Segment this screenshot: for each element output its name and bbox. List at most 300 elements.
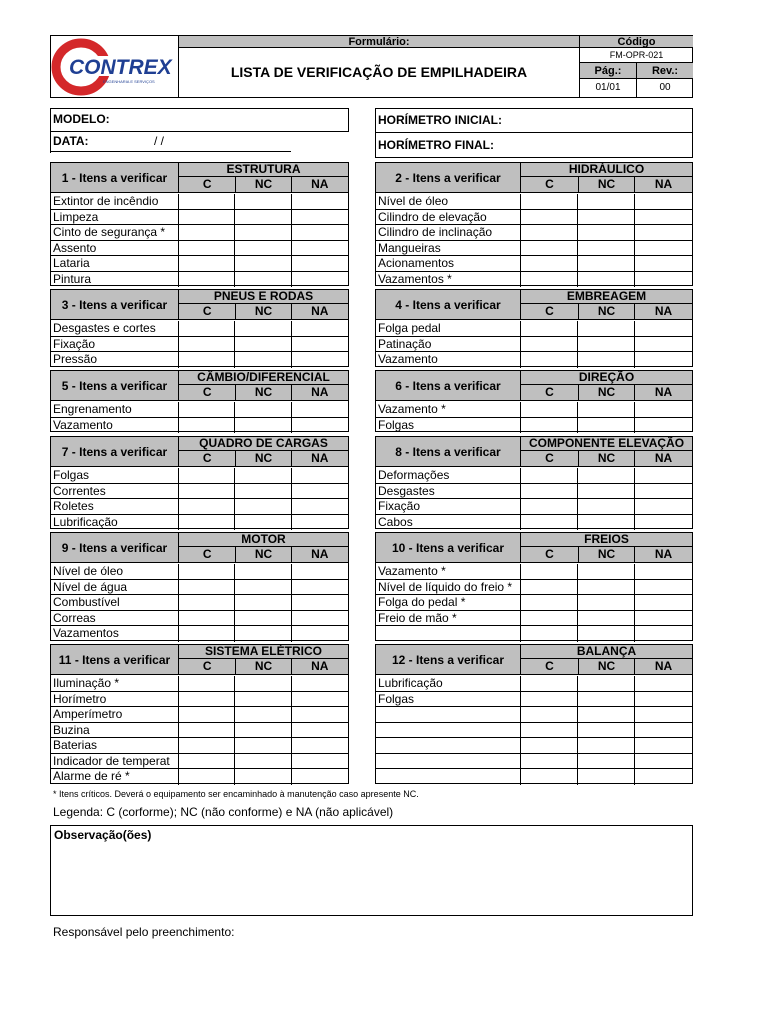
check-cell-na[interactable] <box>292 564 348 580</box>
check-cell-na[interactable] <box>292 707 348 723</box>
checklist-item: Deformações <box>376 468 521 484</box>
check-cell-c[interactable] <box>521 484 578 500</box>
check-cell-na[interactable] <box>635 484 692 500</box>
check-cell-na[interactable] <box>635 321 692 337</box>
rev-label: Rev.: <box>637 63 693 79</box>
check-cell-c[interactable] <box>521 595 578 611</box>
data-label: DATA: <box>53 134 89 148</box>
column-header-na: NA <box>635 451 692 467</box>
check-cell-nc[interactable] <box>578 611 635 627</box>
check-cell-c[interactable] <box>521 564 578 580</box>
checklist-item: Pressão <box>51 352 179 368</box>
check-cell-na[interactable] <box>292 738 348 754</box>
section-title: PNEUS E RODAS <box>179 290 348 304</box>
checklist-item: Folga pedal <box>376 321 521 337</box>
check-cell-c[interactable] <box>521 769 578 785</box>
checklist-section-12 <box>375 644 693 784</box>
section-title: ESTRUTURA <box>179 163 348 177</box>
check-cell-c[interactable] <box>179 676 235 692</box>
check-cell-c[interactable] <box>179 738 235 754</box>
check-cell-c[interactable] <box>521 272 578 288</box>
check-cell-na[interactable] <box>292 515 348 531</box>
check-cell-na[interactable] <box>635 754 692 770</box>
check-cell-na[interactable] <box>292 402 348 418</box>
horimetro-inicial-label[interactable]: HORÍMETRO INICIAL: <box>376 109 692 133</box>
check-cell-c[interactable] <box>179 515 235 531</box>
check-cell-c[interactable] <box>521 580 578 596</box>
check-cell-na[interactable] <box>635 337 692 353</box>
check-cell-na[interactable] <box>292 321 348 337</box>
check-cell-nc[interactable] <box>578 484 635 500</box>
check-cell-na[interactable] <box>292 272 348 288</box>
legend: Legenda: C (corforme); NC (não conforme) e NA (não aplicável) <box>53 805 394 819</box>
check-cell-c[interactable] <box>179 564 235 580</box>
section-title: FREIOS <box>521 533 692 547</box>
check-cell-c[interactable] <box>179 402 235 418</box>
section-number-label: 6 - Itens a verificar <box>376 371 521 401</box>
checklist-item: Engrenamento <box>51 402 179 418</box>
check-cell-nc[interactable] <box>235 676 291 692</box>
check-cell-nc[interactable] <box>578 337 635 353</box>
checklist-section-8 <box>375 436 693 529</box>
check-cell-na[interactable] <box>635 738 692 754</box>
column-header-na: NA <box>292 547 348 563</box>
checklist-item: Nível de óleo <box>51 564 179 580</box>
check-cell-na[interactable] <box>292 225 348 241</box>
check-cell-c[interactable] <box>521 515 578 531</box>
check-cell-na[interactable] <box>292 484 348 500</box>
section-number-label: 4 - Itens a verificar <box>376 290 521 320</box>
check-cell-c[interactable] <box>521 738 578 754</box>
check-cell-nc[interactable] <box>235 611 291 627</box>
check-cell-nc[interactable] <box>578 402 635 418</box>
contrex-logo-graphic <box>51 36 178 97</box>
check-cell-na[interactable] <box>292 676 348 692</box>
check-cell-nc[interactable] <box>235 499 291 515</box>
check-cell-nc[interactable] <box>578 321 635 337</box>
checklist-section-6 <box>375 370 693 432</box>
check-cell-nc[interactable] <box>235 692 291 708</box>
section-title: QUADRO DE CARGAS <box>179 437 348 451</box>
check-cell-na[interactable] <box>635 352 692 368</box>
check-cell-nc[interactable] <box>578 707 635 723</box>
checklist-item: Lubrificação <box>376 676 521 692</box>
check-cell-na[interactable] <box>635 272 692 288</box>
checklist-item <box>376 707 521 723</box>
column-header-c: C <box>521 451 578 467</box>
checklist-item <box>376 626 521 642</box>
check-cell-c[interactable] <box>179 272 235 288</box>
check-cell-na[interactable] <box>635 468 692 484</box>
section-title: HIDRÁULICO <box>521 163 692 177</box>
column-header-nc: NC <box>578 547 635 563</box>
checklist-item: Folgas <box>376 692 521 708</box>
section-number-label: 8 - Itens a verificar <box>376 437 521 467</box>
check-cell-nc[interactable] <box>578 580 635 596</box>
checklist-item: Lataria <box>51 256 179 272</box>
section-title: DIREÇÃO <box>521 371 692 385</box>
check-cell-nc[interactable] <box>578 241 635 257</box>
critical-items-note: * Itens críticos. Deverá o equipamento ser encaminhado à manutenção caso apresente NC. <box>53 789 419 799</box>
section-number-label: 10 - Itens a verificar <box>376 533 521 563</box>
check-cell-c[interactable] <box>179 225 235 241</box>
column-header-c: C <box>179 451 235 467</box>
check-cell-na[interactable] <box>635 723 692 739</box>
checklist-section-7 <box>50 436 349 529</box>
section-number-label: 5 - Itens a verificar <box>51 371 179 401</box>
column-header-na: NA <box>292 659 348 675</box>
checklist-item: Horímetro <box>51 692 179 708</box>
checklist-item: Alarme de ré * <box>51 769 179 785</box>
checklist-item: Freio de mão * <box>376 611 521 627</box>
code-label: Código <box>580 36 693 48</box>
checklist-item: Mangueiras <box>376 241 521 257</box>
column-header-c: C <box>179 547 235 563</box>
check-cell-c[interactable] <box>521 676 578 692</box>
check-cell-nc[interactable] <box>235 723 291 739</box>
check-cell-nc[interactable] <box>578 754 635 770</box>
responsible-label: Responsável pelo preenchimento: <box>53 925 235 939</box>
column-header-na: NA <box>292 304 348 320</box>
checklist-item: Folgas <box>51 468 179 484</box>
check-cell-c[interactable] <box>521 321 578 337</box>
check-cell-c[interactable] <box>179 337 235 353</box>
check-cell-c[interactable] <box>521 194 578 210</box>
column-header-nc: NC <box>578 385 635 401</box>
section-number-label: 1 - Itens a verificar <box>51 163 179 193</box>
checklist-item: Correas <box>51 611 179 627</box>
check-cell-na[interactable] <box>292 723 348 739</box>
check-cell-nc[interactable] <box>235 272 291 288</box>
check-cell-nc[interactable] <box>578 595 635 611</box>
modelo-field[interactable] <box>50 108 349 132</box>
check-cell-nc[interactable] <box>578 418 635 434</box>
checklist-item: Vazamentos <box>51 626 179 642</box>
checklist-item: Correntes <box>51 484 179 500</box>
checklist-item: Cilindro de inclinação <box>376 225 521 241</box>
check-cell-na[interactable] <box>292 241 348 257</box>
section-title: CÂMBIO/DIFERENCIAL <box>179 371 348 385</box>
check-cell-c[interactable] <box>179 580 235 596</box>
check-cell-na[interactable] <box>635 707 692 723</box>
column-header-nc: NC <box>578 304 635 320</box>
column-header-na: NA <box>292 451 348 467</box>
checklist-item: Combustível <box>51 595 179 611</box>
column-header-na: NA <box>635 385 692 401</box>
checklist-item: Baterias <box>51 738 179 754</box>
check-cell-nc[interactable] <box>235 769 291 785</box>
checklist-item: Amperímetro <box>51 707 179 723</box>
check-cell-nc[interactable] <box>235 241 291 257</box>
column-header-nc: NC <box>235 547 291 563</box>
check-cell-c[interactable] <box>521 499 578 515</box>
check-cell-na[interactable] <box>292 754 348 770</box>
check-cell-na[interactable] <box>635 515 692 531</box>
check-cell-c[interactable] <box>179 194 235 210</box>
check-cell-nc[interactable] <box>235 595 291 611</box>
form-header <box>50 35 693 98</box>
check-cell-c[interactable] <box>179 499 235 515</box>
column-header-c: C <box>179 304 235 320</box>
check-cell-na[interactable] <box>635 241 692 257</box>
check-cell-nc[interactable] <box>235 626 291 642</box>
check-cell-nc[interactable] <box>235 210 291 226</box>
check-cell-nc[interactable] <box>578 723 635 739</box>
check-cell-na[interactable] <box>635 580 692 596</box>
check-cell-nc[interactable] <box>235 256 291 272</box>
column-header-c: C <box>521 659 578 675</box>
check-cell-nc[interactable] <box>578 468 635 484</box>
check-cell-na[interactable] <box>292 418 348 434</box>
check-cell-c[interactable] <box>521 337 578 353</box>
svg-text:CONTREX: CONTREX <box>69 56 172 79</box>
column-header-c: C <box>179 177 235 193</box>
column-header-na: NA <box>635 547 692 563</box>
check-cell-na[interactable] <box>292 580 348 596</box>
column-header-c: C <box>179 385 235 401</box>
column-header-na: NA <box>292 385 348 401</box>
column-header-na: NA <box>292 177 348 193</box>
column-header-na: NA <box>635 304 692 320</box>
check-cell-nc[interactable] <box>235 564 291 580</box>
checklist-item: Vazamento * <box>376 402 521 418</box>
check-cell-c[interactable] <box>521 754 578 770</box>
check-cell-nc[interactable] <box>235 707 291 723</box>
check-cell-nc[interactable] <box>235 580 291 596</box>
checklist-item: Fixação <box>376 499 521 515</box>
check-cell-nc[interactable] <box>235 418 291 434</box>
check-cell-c[interactable] <box>179 707 235 723</box>
checklist-item <box>376 769 521 785</box>
checklist-item: Nível de água <box>51 580 179 596</box>
observations-box[interactable] <box>50 825 693 916</box>
column-header-nc: NC <box>235 385 291 401</box>
column-header-c: C <box>179 659 235 675</box>
check-cell-c[interactable] <box>179 754 235 770</box>
check-cell-c[interactable] <box>179 352 235 368</box>
horimetro-final-label[interactable]: HORÍMETRO FINAL: <box>378 138 494 152</box>
checklist-item: Vazamentos * <box>376 272 521 288</box>
check-cell-c[interactable] <box>521 210 578 226</box>
check-cell-nc[interactable] <box>235 484 291 500</box>
check-cell-nc[interactable] <box>235 468 291 484</box>
check-cell-na[interactable] <box>635 210 692 226</box>
column-header-na: NA <box>635 659 692 675</box>
check-cell-na[interactable] <box>292 337 348 353</box>
check-cell-c[interactable] <box>179 484 235 500</box>
check-cell-c[interactable] <box>521 225 578 241</box>
horimetro-box <box>375 108 693 158</box>
checklist-section-10 <box>375 532 693 641</box>
check-cell-c[interactable] <box>179 241 235 257</box>
checklist-item: Nível de líquido do freio * <box>376 580 521 596</box>
check-cell-c[interactable] <box>179 210 235 226</box>
section-title: COMPONENTE ELEVAÇÃO <box>521 437 692 451</box>
checklist-item: Cilindro de elevação <box>376 210 521 226</box>
check-cell-na[interactable] <box>635 626 692 642</box>
checklist-item: Limpeza <box>51 210 179 226</box>
check-cell-nc[interactable] <box>235 402 291 418</box>
check-cell-c[interactable] <box>521 418 578 434</box>
check-cell-nc[interactable] <box>578 564 635 580</box>
page-value: 01/01 <box>580 79 637 97</box>
check-cell-nc[interactable] <box>235 321 291 337</box>
check-cell-nc[interactable] <box>578 515 635 531</box>
check-cell-c[interactable] <box>521 468 578 484</box>
checklist-section-5 <box>50 370 349 432</box>
check-cell-na[interactable] <box>635 564 692 580</box>
check-cell-c[interactable] <box>521 256 578 272</box>
check-cell-c[interactable] <box>521 723 578 739</box>
checklist-item: Indicador de temperat <box>51 754 179 770</box>
check-cell-na[interactable] <box>292 769 348 785</box>
check-cell-nc[interactable] <box>235 352 291 368</box>
check-cell-c[interactable] <box>521 402 578 418</box>
check-cell-nc[interactable] <box>578 352 635 368</box>
checklist-item: Folga do pedal * <box>376 595 521 611</box>
check-cell-nc[interactable] <box>235 515 291 531</box>
check-cell-c[interactable] <box>521 611 578 627</box>
code-value: FM-OPR-021 <box>580 48 693 63</box>
checklist-item: Desgastes e cortes <box>51 321 179 337</box>
column-header-nc: NC <box>235 177 291 193</box>
check-cell-nc[interactable] <box>578 210 635 226</box>
check-cell-na[interactable] <box>292 352 348 368</box>
check-cell-nc[interactable] <box>578 738 635 754</box>
column-header-nc: NC <box>235 304 291 320</box>
check-cell-c[interactable] <box>521 707 578 723</box>
checklist-item <box>376 754 521 770</box>
check-cell-nc[interactable] <box>235 738 291 754</box>
check-cell-c[interactable] <box>521 626 578 642</box>
check-cell-na[interactable] <box>292 256 348 272</box>
column-header-c: C <box>521 304 578 320</box>
column-header-nc: NC <box>578 659 635 675</box>
column-header-c: C <box>521 547 578 563</box>
checklist-item <box>376 723 521 739</box>
check-cell-na[interactable] <box>635 595 692 611</box>
check-cell-nc[interactable] <box>578 272 635 288</box>
check-cell-nc[interactable] <box>578 194 635 210</box>
checklist-item: Patinação <box>376 337 521 353</box>
check-cell-c[interactable] <box>179 723 235 739</box>
document-title: LISTA DE VERIFICAÇÃO DE EMPILHADEIRA <box>230 64 528 80</box>
check-cell-c[interactable] <box>521 241 578 257</box>
check-cell-na[interactable] <box>635 256 692 272</box>
date-separators: / / <box>154 134 165 148</box>
checklist-item: Pintura <box>51 272 179 288</box>
check-cell-na[interactable] <box>292 499 348 515</box>
section-title: EMBREAGEM <box>521 290 692 304</box>
checklist-item: Roletes <box>51 499 179 515</box>
check-cell-nc[interactable] <box>578 499 635 515</box>
checklist-section-2 <box>375 162 693 286</box>
check-cell-na[interactable] <box>292 626 348 642</box>
checklist-item: Acionamentos <box>376 256 521 272</box>
check-cell-c[interactable] <box>521 352 578 368</box>
check-cell-na[interactable] <box>292 468 348 484</box>
data-field[interactable] <box>50 131 349 153</box>
check-cell-na[interactable] <box>635 676 692 692</box>
check-cell-c[interactable] <box>179 626 235 642</box>
check-cell-nc[interactable] <box>235 754 291 770</box>
checklist-item: Vazamento * <box>376 564 521 580</box>
column-header-nc: NC <box>235 659 291 675</box>
checklist-item: Cabos <box>376 515 521 531</box>
column-header-c: C <box>521 177 578 193</box>
section-title: BALANÇA <box>521 645 692 659</box>
column-header-nc: NC <box>578 177 635 193</box>
section-number-label: 12 - Itens a verificar <box>376 645 521 675</box>
check-cell-c[interactable] <box>179 256 235 272</box>
check-cell-nc[interactable] <box>578 225 635 241</box>
check-cell-na[interactable] <box>635 418 692 434</box>
column-header-nc: NC <box>578 451 635 467</box>
column-header-c: C <box>521 385 578 401</box>
column-header-na: NA <box>635 177 692 193</box>
check-cell-na[interactable] <box>635 769 692 785</box>
check-cell-nc[interactable] <box>578 256 635 272</box>
check-cell-na[interactable] <box>635 611 692 627</box>
checklist-item: Buzina <box>51 723 179 739</box>
observations-label: Observação(ões) <box>54 828 152 842</box>
checklist-section-3 <box>50 289 349 367</box>
checklist-section-1 <box>50 162 349 286</box>
checklist-item: Extintor de incêndio <box>51 194 179 210</box>
check-cell-c[interactable] <box>521 692 578 708</box>
contrex-logo <box>51 36 179 97</box>
check-cell-na[interactable] <box>292 210 348 226</box>
check-cell-nc[interactable] <box>235 337 291 353</box>
check-cell-c[interactable] <box>179 611 235 627</box>
section-number-label: 2 - Itens a verificar <box>376 163 521 193</box>
check-cell-na[interactable] <box>635 194 692 210</box>
checklist-item: Vazamento <box>51 418 179 434</box>
check-cell-na[interactable] <box>635 692 692 708</box>
checklist-item: Nível de óleo <box>376 194 521 210</box>
code-box <box>579 36 692 97</box>
check-cell-c[interactable] <box>179 321 235 337</box>
check-cell-na[interactable] <box>635 499 692 515</box>
check-cell-na[interactable] <box>292 692 348 708</box>
modelo-label: MODELO: <box>53 112 110 126</box>
check-cell-c[interactable] <box>179 769 235 785</box>
check-cell-nc[interactable] <box>235 225 291 241</box>
checklist-section-4 <box>375 289 693 367</box>
check-cell-nc[interactable] <box>578 626 635 642</box>
check-cell-c[interactable] <box>179 418 235 434</box>
section-number-label: 3 - Itens a verificar <box>51 290 179 320</box>
section-number-label: 7 - Itens a verificar <box>51 437 179 467</box>
check-cell-c[interactable] <box>179 692 235 708</box>
check-cell-nc[interactable] <box>578 676 635 692</box>
form-label: Formulário: <box>179 36 579 48</box>
check-cell-na[interactable] <box>635 402 692 418</box>
check-cell-na[interactable] <box>292 595 348 611</box>
check-cell-c[interactable] <box>179 595 235 611</box>
check-cell-nc[interactable] <box>235 194 291 210</box>
check-cell-nc[interactable] <box>578 769 635 785</box>
section-number-label: 9 - Itens a verificar <box>51 533 179 563</box>
check-cell-na[interactable] <box>292 194 348 210</box>
check-cell-na[interactable] <box>635 225 692 241</box>
section-number-label: 11 - Itens a verificar <box>51 645 179 675</box>
check-cell-nc[interactable] <box>578 692 635 708</box>
section-title: MOTOR <box>179 533 348 547</box>
check-cell-c[interactable] <box>179 468 235 484</box>
check-cell-na[interactable] <box>292 611 348 627</box>
checklist-item: Lubrificação <box>51 515 179 531</box>
